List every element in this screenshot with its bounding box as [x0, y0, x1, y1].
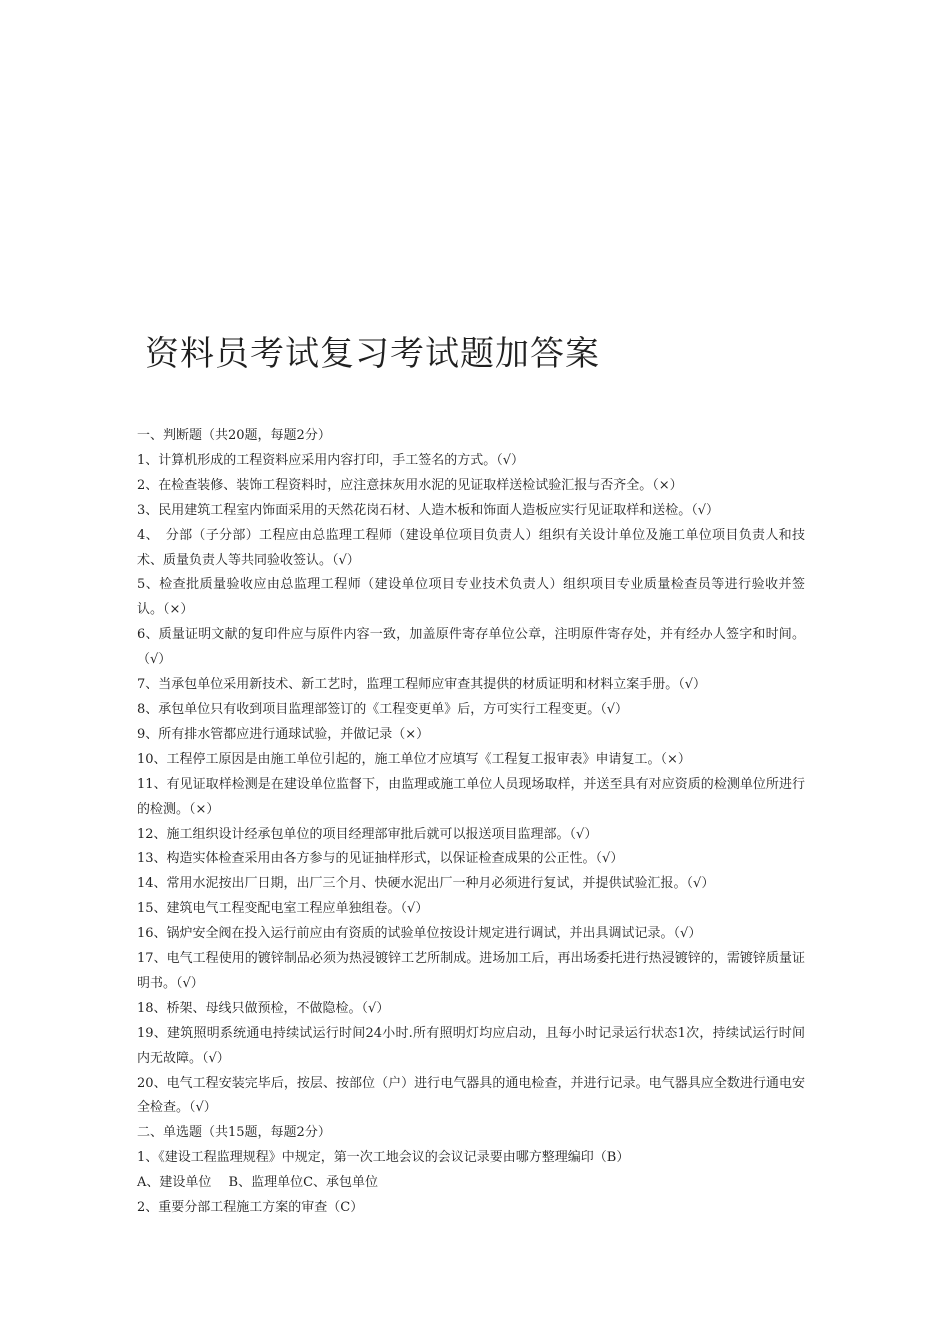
question-15: 15、建筑电气工程变配电室工程应单独组卷。（√） — [137, 901, 429, 917]
question-10: 10、工程停工原因是由施工单位引起的，施工单位才应填写《工程复工报审表》申请复工。（×） — [137, 751, 691, 767]
choice-question-1-options: A、建设单位 B、监理单位C、承包单位 — [137, 1175, 379, 1191]
section-heading-true-false: 一、判断题（共20题，每题2分） — [137, 428, 331, 443]
question-19: 19、建筑照明系统通电持续试运行时间24小时.所有照明灯均应启动，且每小时记录运行状态1次，持续试运行时间内无故障。（√） — [137, 1025, 805, 1066]
question-6: 6、质量证明文献的复印件应与原件内容一致，加盖原件寄存单位公章，注明原件寄存处，并有经办人签字和时间。（√） — [137, 627, 805, 668]
question-18: 18、桥架、母线只做预检，不做隐检。（√） — [137, 1000, 390, 1016]
question-20: 20、电气工程安装完毕后，按层、按部位（户）进行电气器具的通电检查，并进行记录。电气器具应全数进行通电安全检查。（√） — [137, 1075, 805, 1116]
question-14: 14、常用水泥按出厂日期，出厂三个月、快硬水泥出厂一种月必须进行复试，并提供试验汇报。（√） — [137, 876, 715, 892]
question-2: 2、在检查装修、装饰工程资料时，应注意抹灰用水泥的见证取样送检试验汇报与否齐全。（×） — [137, 477, 683, 493]
question-11: 11、有见证取样检测是在建设单位监督下，由监理或施工单位人员现场取样，并送至具有对应资质的检测单位所进行的检测。（×） — [137, 776, 805, 817]
document-title: 资料员考试复习考试题加答案 — [145, 334, 600, 374]
question-13: 13、构造实体检查采用由各方参与的见证抽样形式，以保证检查成果的公正性。（√） — [137, 851, 624, 867]
question-5: 5、检查批质量验收应由总监理工程师（建设单位项目专业技术负责人）组织项目专业质量检查员等进行验收并签认。（×） — [137, 577, 805, 618]
question-1: 1、计算机形成的工程资料应采用内容打印，手工签名的方式。（√） — [137, 452, 525, 468]
question-12: 12、施工组织设计经承包单位的项目经理部审批后就可以报送项目监理部。（√） — [137, 826, 598, 842]
question-3: 3、民用建筑工程室内饰面采用的天然花岗石材、人造木板和饰面人造板应实行见证取样和送检。（√） — [137, 502, 720, 518]
choice-question-1: 1、《建设工程监理规程》中规定，第一次工地会议的会议记录要由哪方整理编印（B） — [137, 1150, 630, 1166]
question-7: 7、当承包单位采用新技术、新工艺时，监理工程师应审查其提供的材质证明和材料立案手册。（√） — [137, 677, 707, 693]
document-body — [137, 424, 805, 1221]
choice-question-2: 2、重要分部工程施工方案的审查（C） — [137, 1200, 364, 1216]
question-8: 8、承包单位只有收到项目监理部签订的《工程变更单》后，方可实行工程变更。（√） — [137, 701, 629, 717]
question-16: 16、锅炉安全阀在投入运行前应由有资质的试验单位按设计规定进行调试，并出具调试记录。（√） — [137, 926, 702, 942]
section-heading-single-choice: 二、单选题（共15题，每题2分） — [137, 1125, 331, 1141]
question-9: 9、所有排水管都应进行通球试验，并做记录（×） — [137, 726, 430, 742]
question-4: 4、 分部（子分部）工程应由总监理工程师（建设单位项目负责人）组织有关设计单位及施工单位项目负责人和技术、质量负责人等共同验收签认。（√） — [137, 527, 805, 568]
question-17: 17、电气工程使用的镀锌制品必须为热浸镀锌工艺所制成。进场加工后，再出场委托进行热浸镀锌的，需镀锌质量证明书。（√） — [137, 951, 805, 991]
